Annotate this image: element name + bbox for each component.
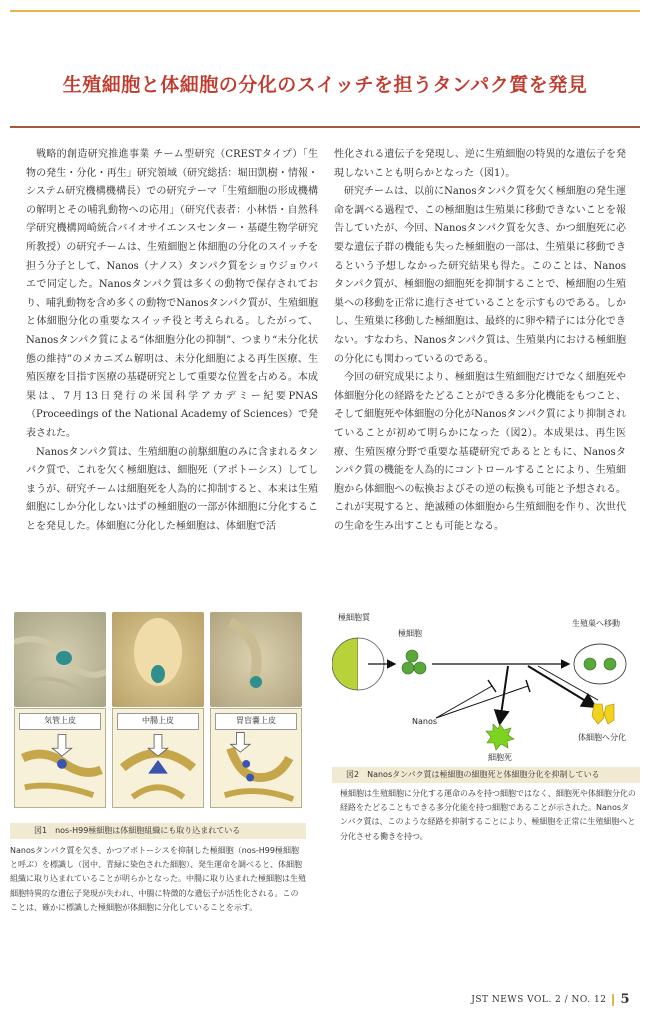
label-cell-death: 細胞死 <box>488 753 512 762</box>
body-paragraph: 性化される遺伝子を発現し、逆に生殖細胞の特異的な遺伝子を発現しないことも明らかとなった（図1）。 <box>334 149 626 179</box>
title-divider <box>10 126 640 128</box>
body-column-left <box>26 146 318 536</box>
micrograph-trachea <box>14 612 106 707</box>
label-to-gonad: 生殖巣へ移動 <box>572 619 620 628</box>
figure-2-description: 極細胞は生殖細胞に分化する運命のみを持つ細胞ではなく、細胞死や体細胞分化の経路をたどることもできる多分化能を持つ細胞であることが示された。Nanosタンパク質は、このような経路を抑制することにより、極細胞を正常に生殖細胞へと分化させる働きを持つ。 <box>340 789 636 841</box>
label-polar-plasm: 極細胞質 <box>338 613 370 622</box>
label-to-somatic: 体細胞へ分化 <box>578 733 626 742</box>
figure-2-caption: 図2 Nanosタンパク質は極細胞の細胞死と体細胞分化を抑制している <box>332 767 640 783</box>
figure-1-description: Nanosタンパク質を欠き、かつアポトーシスを抑制した極細胞（nos-H99極細胞と呼ぶ）を標識し（図中、青緑に染色された細胞）、発生運命を調べると、体細胞組織に取り込まれていることが明らかとなった。中腸に取り込まれた極細胞は生殖細胞特異的な遺伝子発現が失われ、中腸に特徴的な遺伝子が活性化される。このことは、確かに標識した極細胞が体細胞に分化していることを示す。 <box>10 846 306 912</box>
panel-label: 中腸上皮 <box>117 713 199 730</box>
journal-name: JST NEWS VOL. 2 / NO. 12 <box>471 995 607 1005</box>
body-paragraph: 研究チームは、以前にNanosタンパク質を欠く極細胞の発生運命を調べる過程で、この極細胞は生殖巣に移動できないことを報告していたが、今回、Nanosタンパク質を欠き、かつ細胞死に必要な遺伝子群の機能も失った極細胞の一部は、生殖巣に移動できるという予想しなかった研究結果も得た。このことは、Nanosタンパク質が、極細胞の細胞死を抑制することで、極細胞の生殖巣への移動を正常に進行させていることを示すものである。しかし、生殖巣に移動した極細胞は、最終的に卵や精子には分化できない。すなわち、Nanosタンパク質は、生殖巣内における極細胞の分化にも関わっているのである。 <box>334 186 626 365</box>
micrograph-midgut <box>112 612 204 707</box>
schematic-trachea <box>14 708 106 808</box>
figure-1-caption: 図1 nos-H99極細胞は体細胞組織にも取り込まれている <box>10 823 306 839</box>
panel-label: 胃盲嚢上皮 <box>215 713 297 730</box>
schematic-midgut <box>112 708 204 808</box>
figure-1 <box>14 612 304 812</box>
label-polar-cell: 極細胞 <box>398 629 422 638</box>
top-accent-rule <box>10 10 640 12</box>
body-column-right <box>334 146 626 536</box>
footer-divider <box>612 994 614 1006</box>
figure-2-diagram <box>332 606 640 766</box>
article-title: 生殖細胞と体細胞の分化のスイッチを担うタンパク質を発見 <box>62 74 588 96</box>
body-paragraph: Nanosタンパク質は、生殖細胞の前駆細胞のみに含まれるタンパク質で、これを欠く極細胞は、細胞死（アポトーシス）してしまうが、研究チームは細胞死を人為的に抑制すると、本来は生殖細胞にしか分化しないはずの極細胞の一部が体細胞に分化することを発見した。体細胞に分化した極細胞は、体細胞で活 <box>26 446 318 532</box>
schematic-gastric-caeca <box>210 708 302 808</box>
panel-label: 気管上皮 <box>19 713 101 730</box>
page-footer <box>471 992 630 1007</box>
body-paragraph: 今回の研究成果により、極細胞は生殖細胞だけでなく細胞死や体細胞分化の経路をたどることができる多分化機能をもつこと、そして細胞死や体細胞の分化がNanosタンパク質により抑制されていることが初めて明らかになった（図2）。本成果は、再生医療、生殖医療分野で重要な基礎研究であるとともに、Nanosタンパク質の機能を人為的にコントロールすることにより、生殖細胞から体細胞への転換およびその逆の転換も可能と予想される。これが実現すると、絶滅種の体細胞から生殖細胞を作り、次世代の生命を生み出すことも可能となる。 <box>334 372 626 532</box>
micrograph-gastric-caeca <box>210 612 302 707</box>
page-number: 5 <box>620 992 630 1007</box>
body-paragraph: 戦略的創造研究推進事業 チーム型研究（CRESTタイプ）「生物の発生・分化・再生」研究領域（研究総括：堀田凱樹・情報・システム研究機構機構長）での研究テーマ「生殖細胞の形成機構の解明とその哺乳動物への応用」（研究代表者：小林悟・自然科学研究機構岡崎統合バイオサイエンスセンター・基礎生物学研究所教授）の研究チームは、生殖細胞と体細胞の分化のスイッチを担う分子として、Nanos（ナノス）タンパク質をショウジョウバエで同定した。Nanosタンパク質は多くの動物で保存されており、哺乳動物を含め多くの動物でNanosタンパク質が、生殖細胞と体細胞分化の重要なスイッチ役と考えられる。したがって、Nanosタンパク質による“体細胞分化の抑制”、つまり“未分化状態の維持”のメカニズム解明は、未分化細胞による再生医療、生殖医療を目指す医療の基礎研究として重要な位置を占める。本成果は、7月13日発行の米国科学アカデミー紀要PNAS（Proceedings of the National Academy of Sciences）で発表された。 <box>26 149 318 439</box>
label-nanos: Nanos <box>412 717 438 726</box>
